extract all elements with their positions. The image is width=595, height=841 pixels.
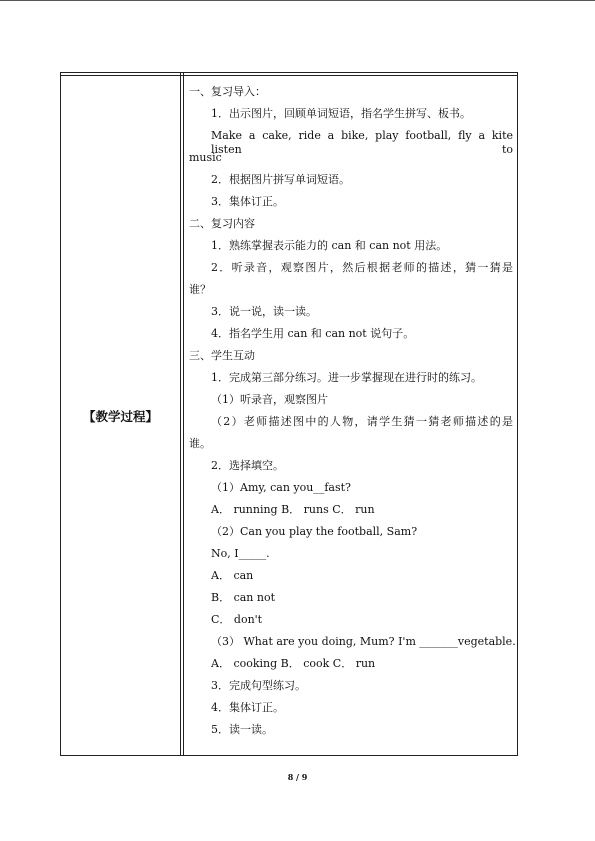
content-line: A． can bbox=[211, 569, 254, 582]
content-line: 一、复习导入： bbox=[189, 85, 266, 98]
content-line: 三、学生互动 bbox=[189, 349, 255, 362]
content-line: 4．集体订正。 bbox=[211, 701, 284, 714]
content-line: （1）Amy, can you__fast? bbox=[211, 481, 351, 494]
content-line: 谁？ bbox=[189, 283, 211, 296]
content-line: 1．出示图片，回顾单词短语，指名学生拼写、板书。 bbox=[211, 107, 471, 120]
content-line: 3．完成句型练习。 bbox=[211, 679, 306, 692]
content-line: 2．听录音，观察图片，然后根据老师的描述，猜一猜是 bbox=[211, 261, 513, 274]
content-line: 谁。 bbox=[189, 437, 211, 450]
content-line: （2）老师描述图中的人物，请学生猜一猜老师描述的是 bbox=[211, 415, 513, 428]
content-line: B． can not bbox=[211, 591, 276, 604]
content-line: （1）听录音，观察图片 bbox=[211, 393, 328, 406]
content-line: 4．指名学生用 can 和 can not 说句子。 bbox=[211, 327, 415, 340]
content-line: music bbox=[189, 151, 222, 164]
column-divider-inner bbox=[183, 73, 184, 755]
column-divider bbox=[180, 73, 181, 755]
row-top-rule bbox=[61, 75, 517, 76]
content-line: （2）Can you play the football, Sam? bbox=[211, 525, 418, 538]
content-line: A． cooking B． cook C． run bbox=[211, 657, 376, 670]
section-label: 【教学过程】 bbox=[82, 409, 158, 424]
content-line: 3．集体订正。 bbox=[211, 195, 284, 208]
content-line: （3） What are you doing, Mum? I'm _______vegetable. bbox=[211, 635, 516, 648]
content-line: 二、复习内容 bbox=[189, 217, 255, 230]
content-line: 2．根据图片拼写单词短语。 bbox=[211, 173, 350, 186]
lesson-table bbox=[60, 72, 518, 756]
top-rule bbox=[0, 0, 595, 1]
content-line: No, I_____. bbox=[211, 547, 270, 560]
content-line: 3．说一说，读一读。 bbox=[211, 305, 317, 318]
content-line: 2．选择填空。 bbox=[211, 459, 284, 472]
content-line: 1．完成第三部分练习。进一步掌握现在进行时的练习。 bbox=[211, 371, 482, 384]
content-line: C． don't bbox=[211, 613, 263, 626]
content-line: Make a cake, ride a bike, play football, fly a kite listen to bbox=[211, 129, 513, 156]
content-line: 1．熟练掌握表示能力的 can 和 can not 用法。 bbox=[211, 239, 448, 252]
page-number: 8 / 9 bbox=[287, 772, 308, 782]
content-line: 5．读一读。 bbox=[211, 723, 273, 736]
content-line: A． running B． runs C． run bbox=[211, 503, 375, 516]
